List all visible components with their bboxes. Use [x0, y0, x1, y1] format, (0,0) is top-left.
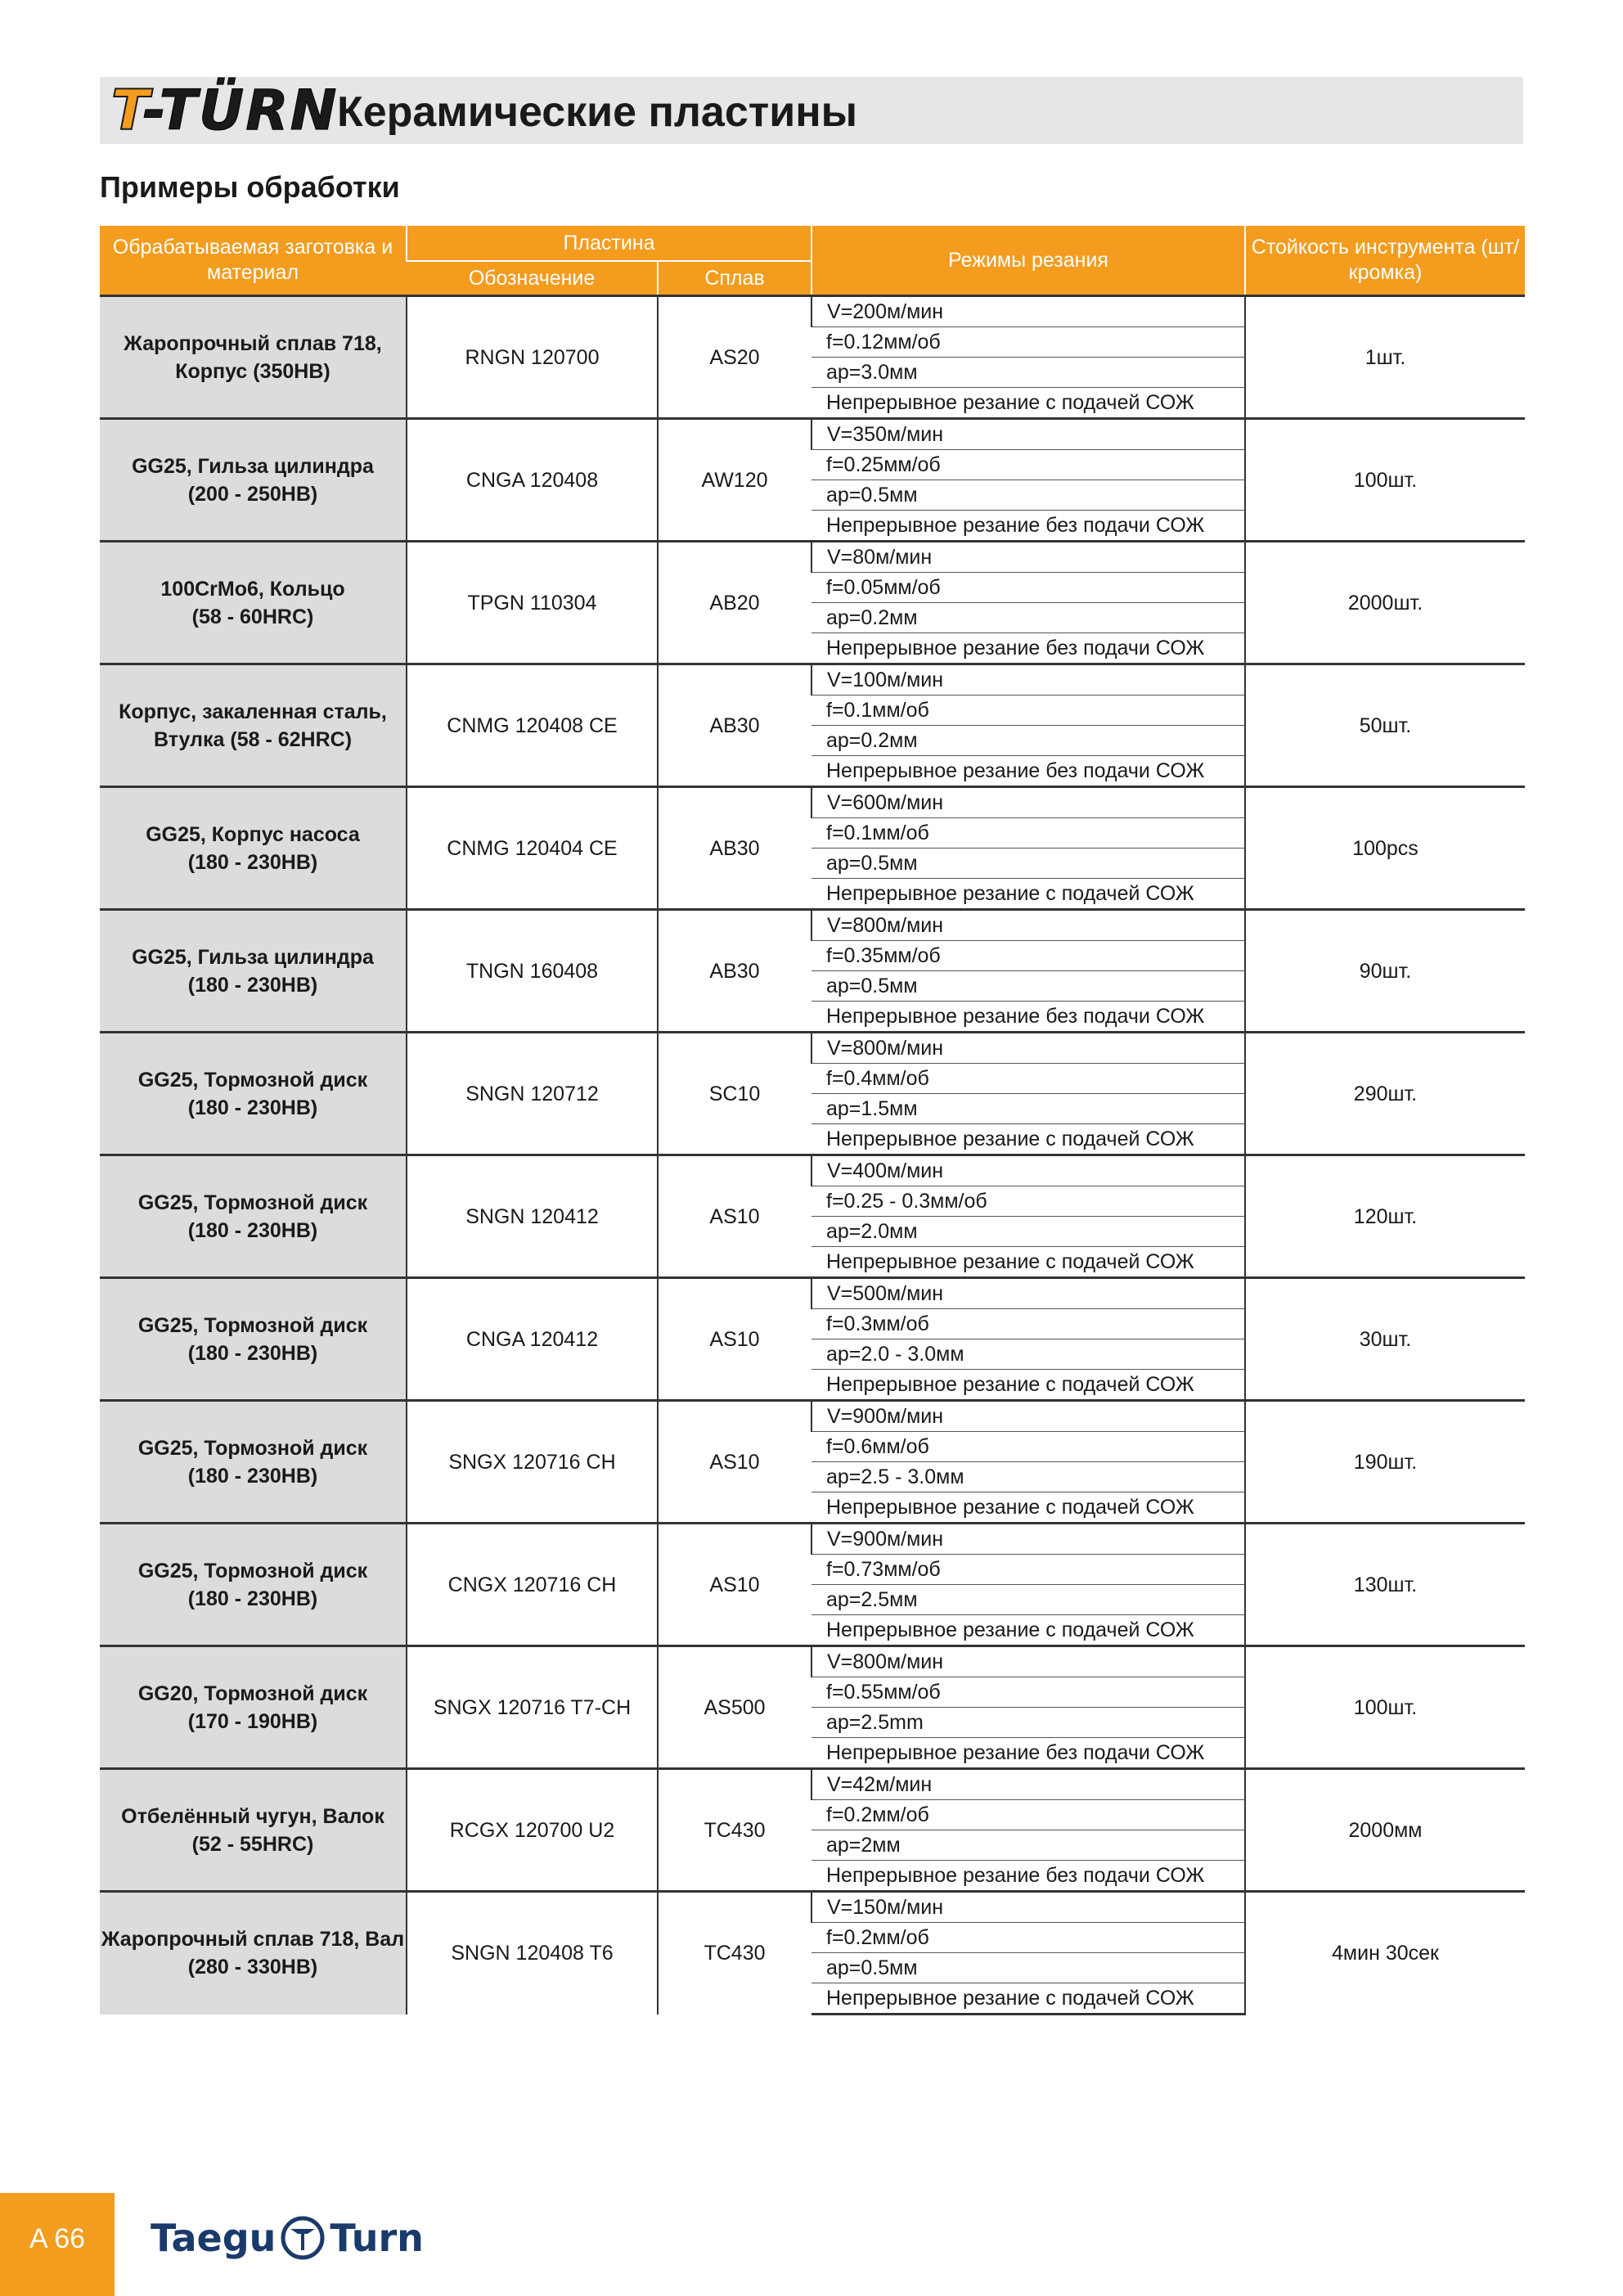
cutting-mode-cell: V=80м/мин: [812, 542, 1245, 573]
tool-life-cell: 50шт.: [1245, 664, 1525, 787]
cutting-mode-cell: ap=3.0мм: [812, 358, 1245, 388]
cutting-mode-cell: f=0.2мм/об: [812, 1800, 1245, 1830]
workpiece-material-line: GG25, Корпус насоса: [146, 822, 360, 846]
insert-designation-cell: RNGN 120700: [407, 296, 658, 419]
workpiece-material-cell: [100, 1155, 407, 1278]
workpiece-material-line: (200 - 250HB): [187, 482, 318, 506]
insert-designation-cell: CNMG 120408 CE: [407, 664, 658, 787]
brand-logo-t: T: [111, 79, 143, 143]
table-row: [100, 419, 1525, 450]
insert-grade-cell: TC430: [658, 1769, 812, 1892]
insert-designation-cell: CNGX 120716 CH: [407, 1524, 658, 1646]
workpiece-material-line: Жаропрочный сплав 718,: [124, 331, 382, 355]
cutting-mode-cell: V=350м/мин: [812, 419, 1245, 450]
cutting-mode-cell: ap=2.5 - 3.0мм: [812, 1462, 1245, 1492]
tool-life-cell: 2000мм: [1245, 1769, 1525, 1892]
cutting-mode-cell: f=0.6мм/об: [812, 1432, 1245, 1462]
table-body: [100, 296, 1525, 2015]
page-title: Керамические пластины: [337, 88, 858, 136]
cutting-mode-cell: Непрерывное резание с подачей СОЖ: [812, 879, 1245, 910]
cutting-mode-cell: f=0.73мм/об: [812, 1555, 1245, 1585]
cutting-mode-cell: f=0.2мм/об: [812, 1923, 1245, 1953]
workpiece-material-cell: [100, 1033, 407, 1155]
tool-life-cell: 1шт.: [1245, 296, 1525, 419]
insert-grade-cell: AS10: [658, 1401, 812, 1524]
workpiece-material-cell: [100, 910, 407, 1033]
col-header-insert: Пластина: [407, 226, 812, 261]
workpiece-material-line: 100CrMo6, Кольцо: [160, 577, 345, 601]
workpiece-material-line: (52 - 55HRC): [191, 1832, 314, 1856]
cutting-mode-cell: Непрерывное резание с подачей СОЖ: [812, 1615, 1245, 1646]
cutting-mode-cell: Непрерывное резание с подачей СОЖ: [812, 1124, 1245, 1155]
cutting-mode-cell: V=400м/мин: [812, 1155, 1245, 1186]
cutting-mode-cell: f=0.3мм/об: [812, 1309, 1245, 1339]
machining-examples-table: [100, 226, 1525, 2015]
insert-designation-cell: SNGX 120716 CH: [407, 1401, 658, 1524]
cutting-mode-cell: f=0.25мм/об: [812, 450, 1245, 480]
insert-grade-cell: AS10: [658, 1278, 812, 1401]
table-row: [100, 787, 1525, 818]
table-row: [100, 664, 1525, 696]
insert-designation-cell: TNGN 160408: [407, 910, 658, 1033]
tool-life-cell: 290шт.: [1245, 1033, 1525, 1155]
workpiece-material-cell: [100, 419, 407, 542]
footer-logo: [151, 2209, 424, 2267]
cutting-mode-cell: ap=0.2мм: [812, 726, 1245, 756]
table-row: [100, 1278, 1525, 1309]
section-title: Примеры обработки: [100, 170, 400, 204]
workpiece-material-line: Корпус, закаленная сталь,: [119, 700, 387, 723]
insert-designation-cell: RCGX 120700 U2: [407, 1769, 658, 1892]
col-header-grade: Сплав: [658, 261, 812, 296]
cutting-mode-cell: ap=1.5мм: [812, 1094, 1245, 1124]
insert-designation-cell: SNGN 120408 T6: [407, 1892, 658, 2015]
cutting-mode-cell: ap=0.5мм: [812, 849, 1245, 879]
insert-grade-cell: AW120: [658, 419, 812, 542]
insert-grade-cell: AS10: [658, 1155, 812, 1278]
col-header-life: Стойкость инструмента (шт/кромка): [1245, 226, 1525, 296]
cutting-mode-cell: f=0.12мм/об: [812, 327, 1245, 358]
table-row: [100, 1769, 1525, 1800]
workpiece-material-line: GG25, Тормозной диск: [137, 1436, 368, 1460]
insert-grade-cell: AB20: [658, 542, 812, 664]
table-row: [100, 1646, 1525, 1677]
workpiece-material-cell: [100, 664, 407, 787]
table-row: [100, 542, 1525, 573]
footer-logo-left: Taegu: [151, 2216, 276, 2260]
table-row: [100, 296, 1525, 327]
workpiece-material-cell: [100, 1892, 407, 2015]
cutting-mode-cell: ap=0.5мм: [812, 971, 1245, 1002]
insert-designation-cell: SNGX 120716 T7-CH: [407, 1646, 658, 1769]
cutting-mode-cell: V=800м/мин: [812, 1646, 1245, 1677]
insert-designation-cell: CNGA 120408: [407, 419, 658, 542]
insert-grade-cell: AS20: [658, 296, 812, 419]
cutting-mode-cell: ap=0.2мм: [812, 603, 1245, 633]
cutting-mode-cell: Непрерывное резание без подачи СОЖ: [812, 1861, 1245, 1892]
cutting-mode-cell: V=900м/мин: [812, 1524, 1245, 1555]
workpiece-material-cell: [100, 1769, 407, 1892]
table-row: [100, 1401, 1525, 1432]
cutting-mode-cell: f=0.1мм/об: [812, 696, 1245, 726]
workpiece-material-line: (180 - 230HB): [187, 1096, 318, 1119]
cutting-mode-cell: Непрерывное резание без подачи СОЖ: [812, 756, 1245, 787]
workpiece-material-cell: [100, 1524, 407, 1646]
cutting-mode-cell: V=100м/мин: [812, 664, 1245, 696]
workpiece-material-line: (180 - 230HB): [187, 973, 318, 997]
cutting-mode-cell: V=900м/мин: [812, 1401, 1245, 1432]
table-row: [100, 1033, 1525, 1064]
tool-life-cell: 4мин 30сек: [1245, 1892, 1525, 2015]
workpiece-material-cell: [100, 1401, 407, 1524]
workpiece-material-cell: [100, 296, 407, 419]
insert-designation-cell: TPGN 110304: [407, 542, 658, 664]
table-row: [100, 1892, 1525, 1923]
cutting-mode-cell: Непрерывное резание с подачей СОЖ: [812, 1983, 1245, 2015]
cutting-mode-cell: f=0.4мм/об: [812, 1064, 1245, 1094]
insert-grade-cell: TC430: [658, 1892, 812, 2015]
workpiece-material-line: GG25, Тормозной диск: [137, 1559, 368, 1582]
workpiece-material-line: GG25, Гильза цилиндра: [132, 945, 374, 969]
tool-life-cell: 100шт.: [1245, 1646, 1525, 1769]
insert-grade-cell: AB30: [658, 664, 812, 787]
cutting-mode-cell: ap=0.5мм: [812, 1953, 1245, 1983]
cutting-mode-cell: f=0.1мм/об: [812, 818, 1245, 849]
col-header-designation: Обозначение: [407, 261, 658, 296]
workpiece-material-line: (58 - 60HRC): [191, 605, 314, 628]
tool-life-cell: 90шт.: [1245, 910, 1525, 1033]
cutting-mode-cell: Непрерывное резание без подачи СОЖ: [812, 633, 1245, 664]
tool-life-cell: 120шт.: [1245, 1155, 1525, 1278]
cutting-mode-cell: Непрерывное резание с подачей СОЖ: [812, 1247, 1245, 1278]
insert-grade-cell: AB30: [658, 910, 812, 1033]
insert-grade-cell: AS10: [658, 1524, 812, 1646]
taegu-turn-emblem-icon: [281, 2216, 325, 2260]
tool-life-cell: 100шт.: [1245, 419, 1525, 542]
insert-grade-cell: AS500: [658, 1646, 812, 1769]
cutting-mode-cell: f=0.05мм/об: [812, 573, 1245, 603]
insert-designation-cell: CNGA 120412: [407, 1278, 658, 1401]
cutting-mode-cell: V=600м/мин: [812, 787, 1245, 818]
workpiece-material-line: (170 - 190HB): [187, 1709, 318, 1733]
cutting-mode-cell: Непрерывное резание с подачей СОЖ: [812, 388, 1245, 419]
cutting-mode-cell: Непрерывное резание без подачи СОЖ: [812, 1002, 1245, 1033]
cutting-mode-cell: V=42м/мин: [812, 1769, 1245, 1800]
workpiece-material-line: Жаропрочный сплав 718, Вал: [101, 1928, 405, 1952]
cutting-mode-cell: Непрерывное резание с подачей СОЖ: [812, 1492, 1245, 1524]
tool-life-cell: 100pcs: [1245, 787, 1525, 910]
workpiece-material-line: Отбелённый чугун, Валок: [121, 1804, 384, 1828]
tool-life-cell: 2000шт.: [1245, 542, 1525, 664]
workpiece-material-line: (180 - 230HB): [187, 1587, 318, 1610]
cutting-mode-cell: Непрерывное резание с подачей СОЖ: [812, 1370, 1245, 1401]
cutting-mode-cell: ap=2мм: [812, 1830, 1245, 1861]
cutting-mode-cell: ap=2.5mm: [812, 1708, 1245, 1738]
cutting-mode-cell: Непрерывное резание без подачи СОЖ: [812, 511, 1245, 542]
col-header-workpiece: Обрабатываемая заготовка и материал: [100, 226, 407, 296]
workpiece-material-cell: [100, 787, 407, 910]
workpiece-material-cell: [100, 1278, 407, 1401]
cutting-mode-cell: V=500м/мин: [812, 1278, 1245, 1309]
workpiece-material-line: (180 - 230HB): [187, 1341, 318, 1365]
cutting-mode-cell: ap=2.5мм: [812, 1585, 1245, 1615]
brand-logo: [111, 80, 339, 142]
tool-life-cell: 30шт.: [1245, 1278, 1525, 1401]
brand-logo-text: -TÜRN: [142, 79, 339, 143]
workpiece-material-line: (180 - 230HB): [187, 1464, 318, 1488]
table-row: [100, 1524, 1525, 1555]
workpiece-material-line: GG25, Тормозной диск: [137, 1313, 368, 1337]
col-header-modes: Режимы резания: [812, 226, 1245, 296]
cutting-mode-cell: V=200м/мин: [812, 296, 1245, 327]
workpiece-material-cell: [100, 1646, 407, 1769]
cutting-mode-cell: f=0.55мм/об: [812, 1677, 1245, 1708]
insert-grade-cell: AB30: [658, 787, 812, 910]
cutting-mode-cell: f=0.25 - 0.3мм/об: [812, 1186, 1245, 1217]
workpiece-material-line: Втулка (58 - 62HRC): [153, 727, 353, 751]
workpiece-material-line: GG20, Тормозной диск: [137, 1681, 368, 1705]
workpiece-material-line: (180 - 230HB): [187, 850, 318, 874]
tool-life-cell: 130шт.: [1245, 1524, 1525, 1646]
cutting-mode-cell: V=800м/мин: [812, 1033, 1245, 1064]
workpiece-material-line: GG25, Тормозной диск: [137, 1068, 368, 1092]
workpiece-material-line: (280 - 330HB): [187, 1956, 318, 1979]
page-number: A 66: [0, 2193, 115, 2296]
insert-designation-cell: SNGN 120712: [407, 1033, 658, 1155]
table-row: [100, 910, 1525, 941]
table-row: [100, 1155, 1525, 1186]
workpiece-material-line: GG25, Гильза цилиндра: [132, 454, 374, 478]
tool-life-cell: 190шт.: [1245, 1401, 1525, 1524]
workpiece-material-cell: [100, 542, 407, 664]
cutting-mode-cell: Непрерывное резание без подачи СОЖ: [812, 1738, 1245, 1769]
footer-logo-right: Turn: [330, 2216, 424, 2260]
insert-grade-cell: SC10: [658, 1033, 812, 1155]
cutting-mode-cell: V=150м/мин: [812, 1892, 1245, 1923]
cutting-mode-cell: ap=2.0мм: [812, 1217, 1245, 1247]
insert-designation-cell: CNMG 120404 CE: [407, 787, 658, 910]
workpiece-material-line: Корпус (350HB): [175, 359, 330, 383]
cutting-mode-cell: V=800м/мин: [812, 910, 1245, 941]
workpiece-material-line: (180 - 230HB): [187, 1218, 318, 1242]
cutting-mode-cell: ap=0.5мм: [812, 480, 1245, 511]
workpiece-material-line: GG25, Тормозной диск: [137, 1191, 368, 1214]
insert-designation-cell: SNGN 120412: [407, 1155, 658, 1278]
cutting-mode-cell: f=0.35мм/об: [812, 941, 1245, 971]
cutting-mode-cell: ap=2.0 - 3.0мм: [812, 1339, 1245, 1370]
